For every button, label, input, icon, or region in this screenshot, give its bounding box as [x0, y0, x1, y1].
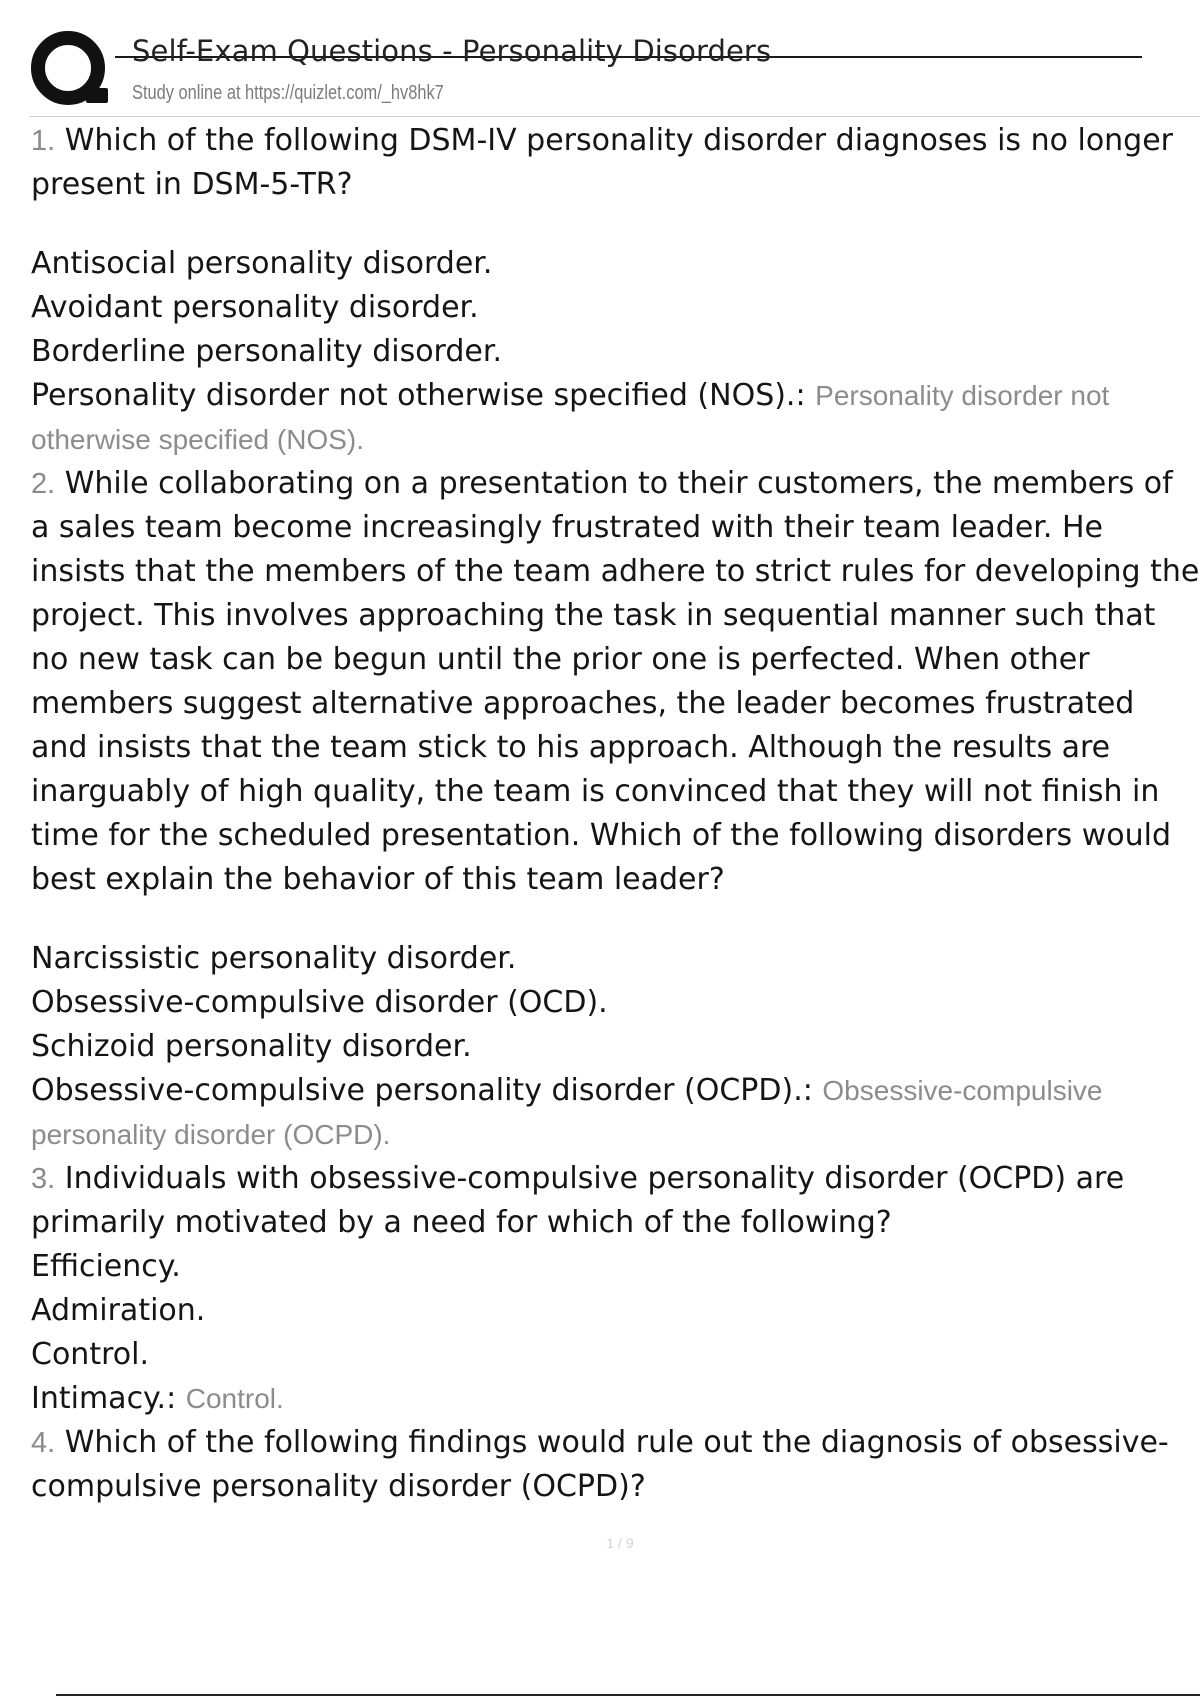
- page-header: [0, 0, 1200, 118]
- question-2: [31, 462, 1200, 1157]
- question-stem: While collaborating on a presentation to their customers, the members of a sales team become increasingly frustrated with their team leader. He insists that the members of the team adhere to strict rules for developing the project. This involves approaching the task in sequential manner such that no new task can be begun until the prior one is perfected. When other members suggest alternative approaches, the leader becomes frustrated and insists that the team stick to his approach. Although the results are inarguably of high quality, the team is convinced that they will not finish in time for the scheduled presentation. Which of the following disorders would best explain the behavior of this team leader?: [31, 466, 1200, 897]
- question-text: [31, 462, 1200, 902]
- answer-text: Personality disorder not otherwise specified (NOS).: [31, 380, 1110, 455]
- question-text: [31, 119, 1200, 207]
- page-number: 1 / 9: [606, 1535, 634, 1551]
- question-number: 1.: [31, 125, 56, 157]
- question-number: 4.: [31, 1427, 56, 1459]
- option: Borderline personality disorder.: [31, 334, 502, 369]
- question-text: [31, 1421, 1200, 1509]
- option: Control.: [31, 1337, 149, 1372]
- option-with-answer: [31, 1377, 1200, 1421]
- question-3: [31, 1157, 1200, 1421]
- option: Avoidant personality disorder.: [31, 290, 479, 325]
- question-text: [31, 1157, 1200, 1245]
- footer-divider: [56, 1694, 1200, 1696]
- option: Schizoid personality disorder.: [31, 1029, 472, 1064]
- answer-text: Control.: [185, 1383, 284, 1414]
- option: Obsessive-compulsive personality disorder (OCPD).:: [31, 1073, 813, 1108]
- option: Intimacy.:: [31, 1381, 177, 1416]
- option-with-answer: [31, 1069, 1200, 1157]
- option: Obsessive-compulsive disorder (OCD).: [31, 985, 608, 1020]
- question-number: 2.: [31, 468, 56, 500]
- question-stem: Individuals with obsessive-compulsive personality disorder (OCPD) are primarily motivated by a need for which of the following?: [31, 1161, 1125, 1240]
- option: Admiration.: [31, 1293, 206, 1328]
- question-stem: Which of the following findings would rule out the diagnosis of obsessive-compulsive personality disorder (OCPD)?: [31, 1425, 1169, 1504]
- study-online-link[interactable]: Study online at https://quizlet.com/_hv8hk7: [132, 82, 444, 104]
- quizlet-logo-icon: [30, 30, 112, 112]
- option: Efficiency.: [31, 1249, 181, 1284]
- question-number: 3.: [31, 1163, 56, 1195]
- question-4: [31, 1421, 1200, 1509]
- header-divider: [30, 116, 1200, 117]
- question-stem: Which of the following DSM-IV personality disorder diagnoses is no longer present in DSM-5-TR?: [31, 123, 1174, 202]
- option: Antisocial personality disorder.: [31, 246, 493, 281]
- question-list: [31, 119, 1200, 1539]
- answer-text: Obsessive-compulsive personality disorder (OCPD).: [31, 1075, 1103, 1150]
- option: Personality disorder not otherwise specified (NOS).:: [31, 378, 806, 413]
- option-with-answer: [31, 374, 1200, 462]
- question-1: [31, 119, 1200, 462]
- document-title: Self-Exam Questions - Personality Disorders: [132, 34, 772, 68]
- option: Narcissistic personality disorder.: [31, 941, 517, 976]
